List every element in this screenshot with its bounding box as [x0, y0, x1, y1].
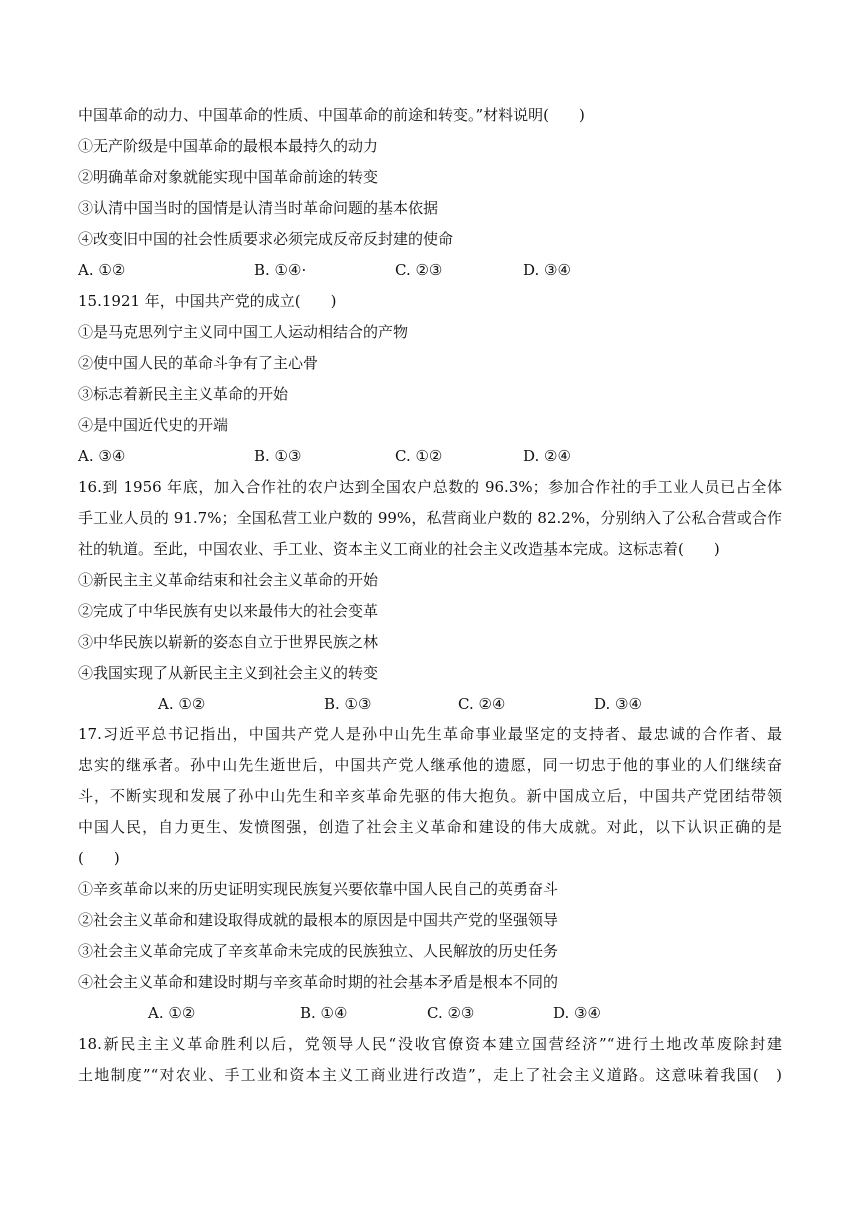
option-d[interactable]: D. ③④ [553, 1004, 601, 1022]
option-a[interactable]: A. ①② [78, 261, 126, 279]
option-d[interactable]: D. ②④ [523, 447, 571, 465]
option-b[interactable]: B. ①③ [324, 695, 372, 713]
statement-4: ④我国实现了从新民主主义到社会主义的转变 [78, 664, 379, 682]
question-17-stem: 17.习近平总书记指出，中国共产党人是孙中山先生革命事业最坚定的支持者、最忠诚的合作者、最 [78, 725, 782, 743]
question-17-stem: 斗，不断实现和发展了孙中山先生和辛亥革命先驱的伟大抱负。新中国成立后，中国共产党团结带领 [78, 787, 782, 805]
statement-3: ③社会主义革命完成了辛亥革命未完成的民族独立、人民解放的历史任务 [78, 942, 559, 960]
option-b[interactable]: B. ①④ [300, 1004, 348, 1022]
option-a[interactable]: A. ①② [148, 1004, 196, 1022]
question-17-stem: ( ) [78, 849, 120, 867]
statement-1: ①无产阶级是中国革命的最根本最持久的动力 [78, 137, 379, 155]
statement-4: ④是中国近代史的开端 [78, 416, 229, 434]
question-17-stem: 中国人民，自力更生、发愤图强，创造了社会主义革命和建设的伟大成就。对此，以下认识正确的是 [78, 818, 782, 836]
statement-3: ③标志着新民主主义革命的开始 [78, 385, 289, 403]
question-17-stem: 忠实的继承者。孙中山先生逝世后，中国共产党人继承他的遗愿，同一切忠于他的事业的人们继续奋 [78, 756, 782, 774]
statement-4: ④社会主义革命和建设时期与辛亥革命时期的社会基本矛盾是根本不同的 [78, 973, 559, 991]
option-c[interactable]: C. ②④ [458, 695, 506, 713]
statement-1: ①新民主主义革命结束和社会主义革命的开始 [78, 571, 379, 589]
statement-2: ②完成了中华民族有史以来最伟大的社会变革 [78, 602, 379, 620]
option-c[interactable]: C. ①② [395, 447, 443, 465]
statement-4: ④改变旧中国的社会性质要求必须完成反帝反封建的使命 [78, 230, 454, 248]
question-16-stem: 手工业人员的 91.7%；全国私营工业户数的 99%，私营商业户数的 82.2%，分别纳入了公私合营或合作 [78, 509, 782, 527]
question-16-stem: 16.到 1956 年底，加入合作社的农户达到全国农户总数的 96.3%；参加合作社的手工业人员已占全体 [78, 478, 782, 496]
option-a[interactable]: A. ③④ [78, 447, 126, 465]
option-b[interactable]: B. ①③ [254, 447, 302, 465]
statement-1: ①是马克思列宁主义同中国工人运动相结合的产物 [78, 323, 409, 341]
question-18-stem: 土地制度”“对农业、手工业和资本主义工商业进行改造”，走上了社会主义道路。这意味着我国( ) [78, 1066, 782, 1084]
statement-2: ②社会主义革命和建设取得成就的最根本的原因是中国共产党的坚强领导 [78, 911, 559, 929]
option-b[interactable]: B. ①④· [254, 261, 307, 279]
question-16-stem: 社的轨道。至此，中国农业、手工业、资本主义工商业的社会主义改造基本完成。这标志着( ) [78, 540, 720, 558]
question-18-stem: 18.新民主主义革命胜利以后，党领导人民“没收官僚资本建立国营经济”“进行土地改革废除封建 [78, 1035, 782, 1053]
statement-2: ②使中国人民的革命斗争有了主心骨 [78, 354, 319, 372]
question-15-stem: 15.1921 年，中国共产党的成立( ) [78, 292, 337, 310]
option-c[interactable]: C. ②③ [395, 261, 443, 279]
question-14-stem-tail: 中国革命的动力、中国革命的性质、中国革命的前途和转变。”材料说明( ) [78, 106, 585, 124]
statement-2: ②明确革命对象就能实现中国革命前途的转变 [78, 168, 379, 186]
option-d[interactable]: D. ③④ [523, 261, 571, 279]
statement-3: ③认清中国当时的国情是认清当时革命问题的基本依据 [78, 199, 439, 217]
option-d[interactable]: D. ③④ [594, 695, 642, 713]
statement-1: ①辛亥革命以来的历史证明实现民族复兴要依靠中国人民自己的英勇奋斗 [78, 880, 559, 898]
option-c[interactable]: C. ②③ [427, 1004, 475, 1022]
option-a[interactable]: A. ①② [158, 695, 206, 713]
statement-3: ③中华民族以崭新的姿态自立于世界民族之林 [78, 633, 379, 651]
